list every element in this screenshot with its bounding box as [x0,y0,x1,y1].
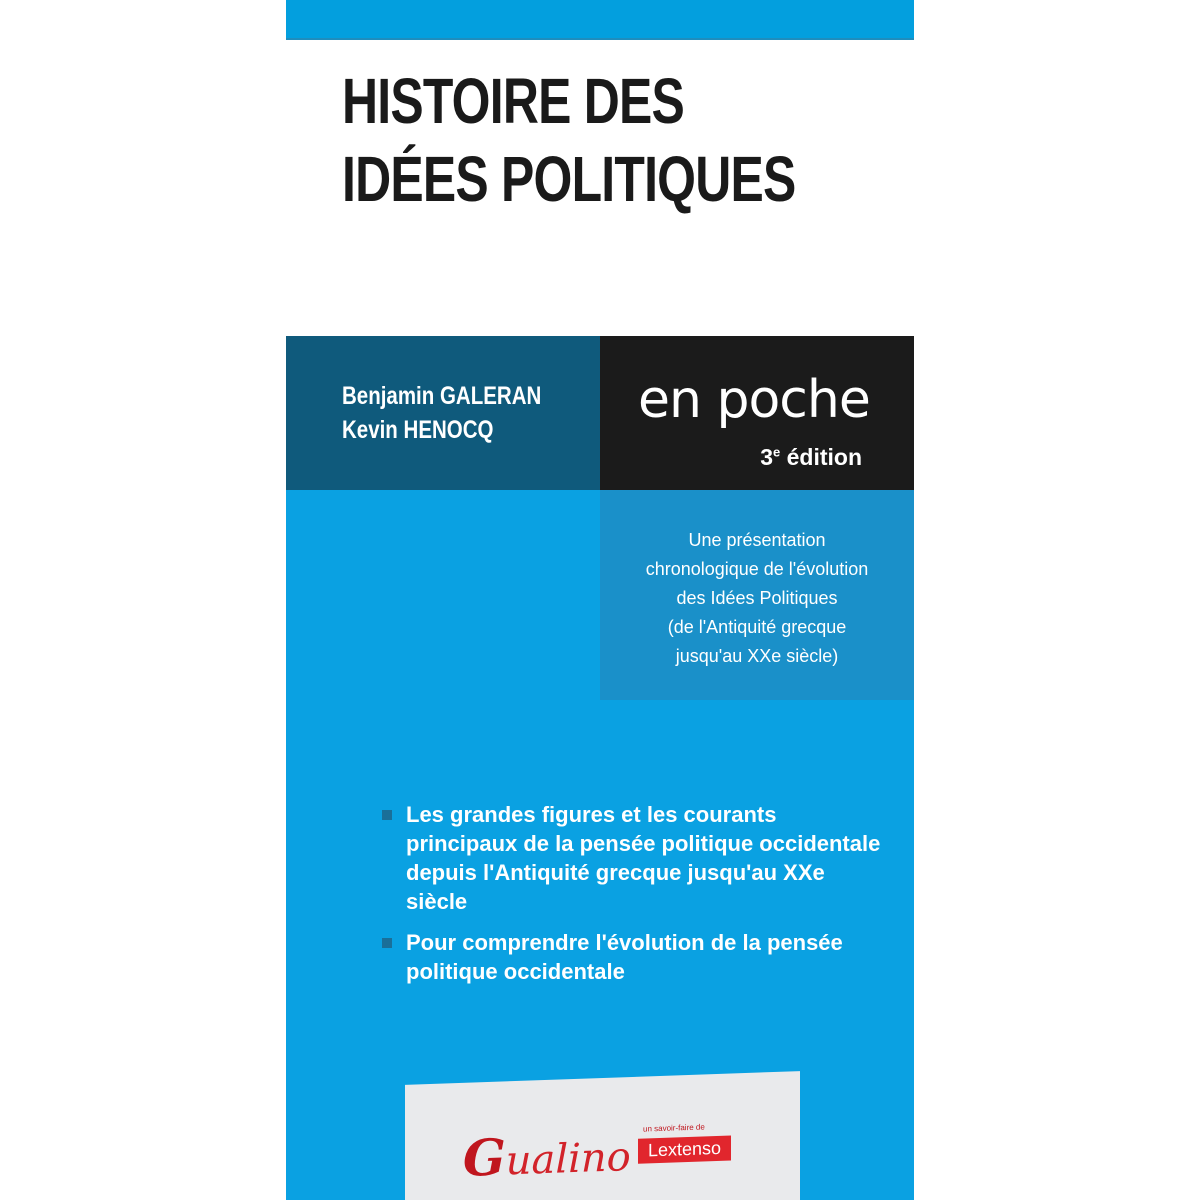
edition [760,444,862,471]
bullet-item [382,928,882,986]
edition-sup: e [772,444,781,460]
bullet-list [382,800,882,998]
bullet-item [382,800,882,916]
subtitle-line: Une présentation [688,530,826,550]
bullet-text: Pour comprendre l'évolution de la pensée politique occidentale [406,930,843,984]
bullet-text: Les grandes figures et les courants principaux de la pensée politique occidentale depuis l'Antiquité grecque jusqu'au XXe siècle [406,802,881,914]
subtitle-line: jusqu'au XXe siècle) [675,646,839,666]
title-line: HISTOIRE DES [342,65,685,137]
edition-number: 3 [760,444,773,470]
title-line: IDÉES POLITIQUES [342,143,796,215]
bullet-icon [382,810,392,820]
series-name: en poche [638,370,870,430]
publisher-logo-panel [405,1071,800,1200]
lextenso-logo: Lextenso [638,1136,731,1164]
authors-panel [286,336,600,490]
book-title [342,62,796,218]
edition-label: édition [780,444,862,470]
book-cover [286,0,914,1200]
gualino-logo [463,1123,631,1188]
logo-initial: G [463,1127,506,1188]
subtitle-line: des Idées Politiques [676,588,838,608]
subtitle-line: (de l'Antiquité grecque [667,617,847,637]
tagline: un savoir-faire de [643,1122,705,1134]
author: Kevin HENOCQ [342,416,494,444]
subtitle-box [600,490,914,700]
series-panel [600,336,914,490]
bullet-icon [382,938,392,948]
subtitle-line: chronologique de l'évolution [645,559,869,579]
author: Benjamin GALERAN [342,382,542,410]
logo-rest: ualino [505,1134,631,1185]
top-band [286,0,914,40]
